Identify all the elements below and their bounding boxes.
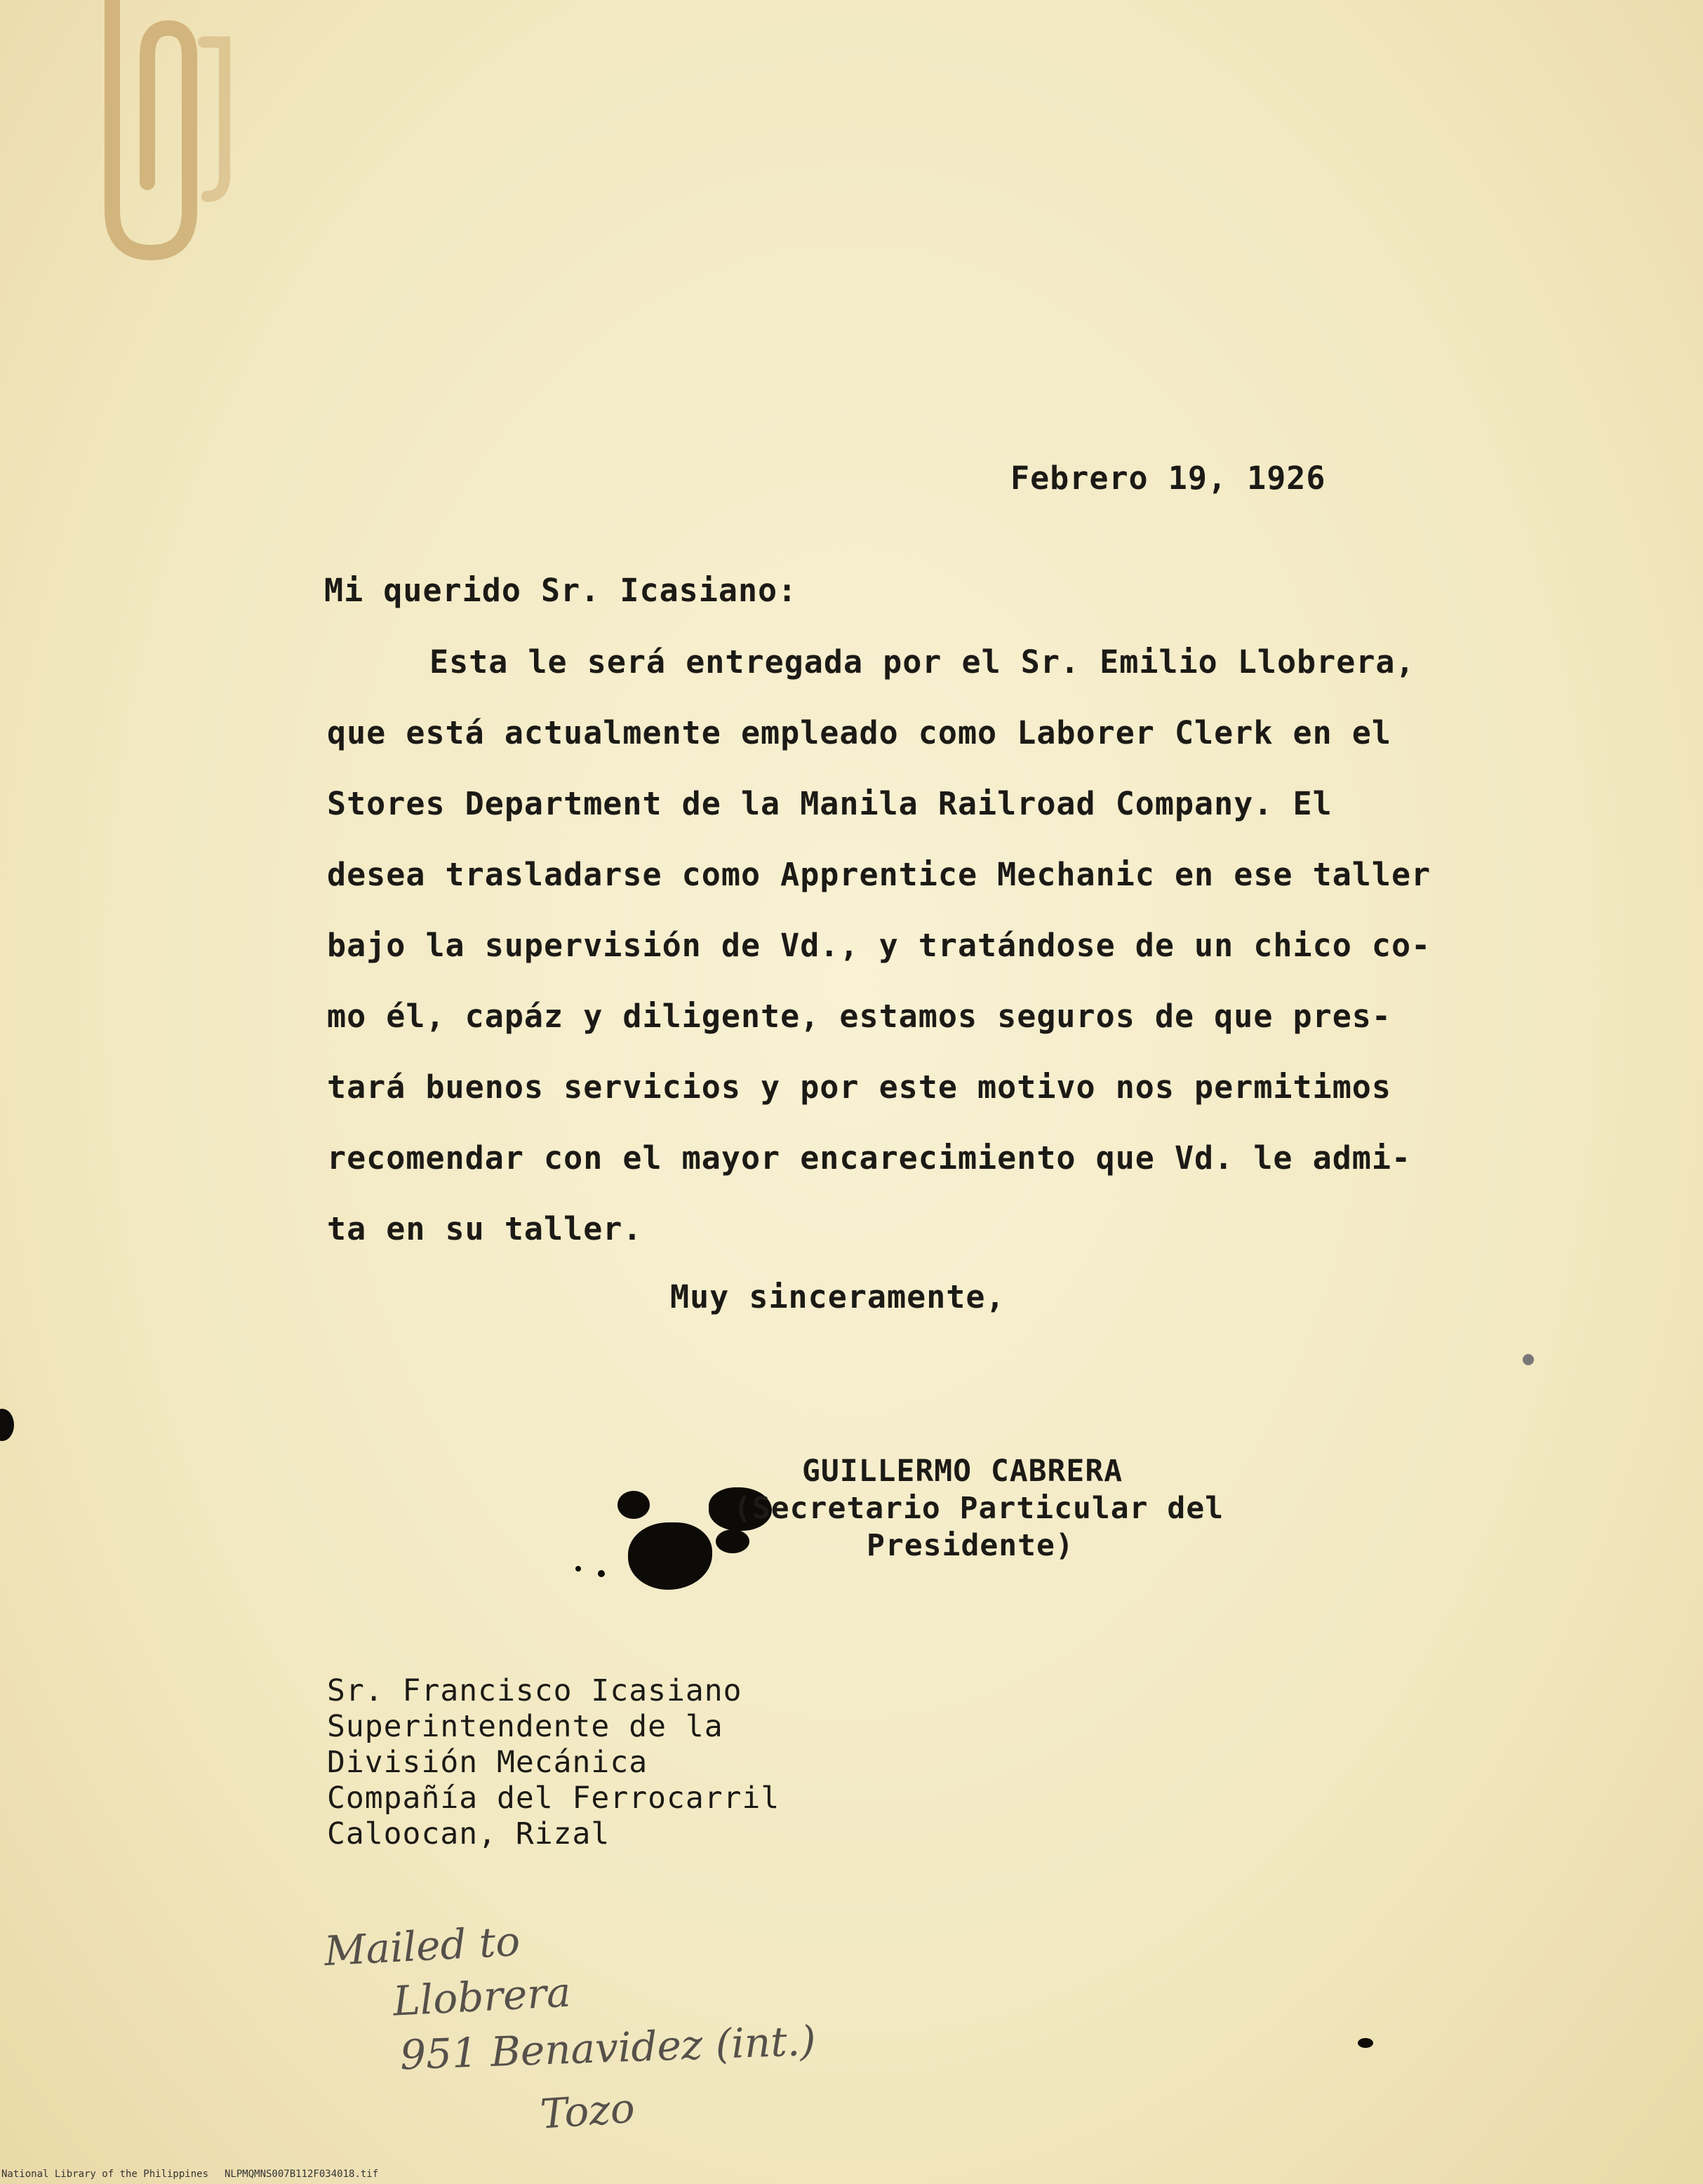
recipient-line: Compañía del Ferrocarril: [327, 1781, 780, 1816]
body-line: que está actualmente empleado como Laborer Clerk en el: [327, 714, 1391, 751]
closing: Muy sinceramente,: [670, 1278, 1006, 1315]
handwritten-note-line: Llobrera: [392, 1968, 573, 2025]
paperclip-stain-icon: [84, 0, 253, 267]
signature-title-line1: (Secretario Particular del: [733, 1491, 1224, 1526]
ink-dot: [1523, 1354, 1534, 1365]
body-line: desea trasladarse como Apprentice Mechanic en ese taller: [327, 856, 1431, 893]
signature-name: GUILLERMO CABRERA: [802, 1454, 1123, 1489]
body-line: mo él, capáz y diligente, estamos seguros de que pres-: [327, 998, 1391, 1035]
body-line: Esta le será entregada por el Sr. Emilio Llobrera,: [429, 643, 1415, 681]
signature-title-line2: Presidente): [867, 1528, 1074, 1563]
handwritten-note-line: 951 Benavidez (int.): [399, 2016, 817, 2079]
salutation: Mi querido Sr. Icasiano:: [324, 572, 798, 609]
handwritten-note-line: Mailed to: [323, 1917, 521, 1976]
recipient-line: División Mecánica: [327, 1745, 648, 1780]
recipient-line: Superintendente de la: [327, 1709, 723, 1744]
recipient-line: Caloocan, Rizal: [327, 1816, 610, 1851]
letter-date: Febrero 19, 1926: [1010, 460, 1326, 497]
ink-dot: [1358, 2038, 1373, 2048]
recipient-line: Sr. Francisco Icasiano: [327, 1673, 742, 1708]
footer-institution: National Library of the Philippines: [1, 2169, 209, 2180]
binder-hole: [0, 1409, 14, 1441]
footer-file-id: NLPMQMNS007B112F034018.tif: [225, 2169, 379, 2180]
body-line: recomendar con el mayor encarecimiento que Vd. le admi-: [327, 1139, 1412, 1177]
handwritten-note-line: Tozo: [538, 2084, 636, 2138]
body-line: ta en su taller.: [327, 1210, 643, 1247]
body-line: Stores Department de la Manila Railroad Company. El: [327, 785, 1333, 822]
body-line: tará buenos servicios y por este motivo nos permitimos: [327, 1068, 1391, 1106]
body-line: bajo la supervisión de Vd., y tratándose de un chico co-: [327, 927, 1431, 964]
